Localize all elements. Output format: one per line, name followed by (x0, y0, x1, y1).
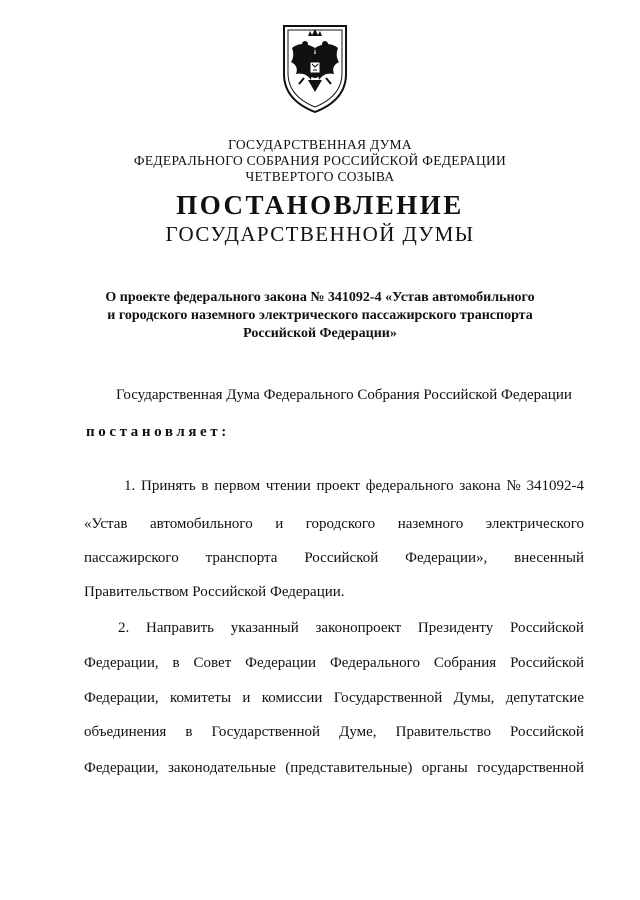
item1-line-2 (84, 515, 584, 533)
word: в (172, 655, 180, 671)
word: внесенный (514, 550, 584, 566)
word: и (242, 690, 251, 706)
org-line-2: ФЕДЕРАЛЬНОГО СОБРАНИЯ РОССИЙСКОЙ ФЕДЕРАЦИИ (133, 153, 507, 168)
word: законодательные (167, 760, 276, 776)
item1-line-3 (84, 549, 584, 567)
org-line-1: ГОСУДАРСТВЕННАЯ ДУМА (228, 137, 412, 152)
word: государственной (477, 760, 584, 776)
word: Российской (510, 620, 584, 636)
word: Правительство (395, 724, 491, 740)
word: указанный (230, 620, 299, 636)
word: пассажирского (84, 550, 179, 566)
word: Федерации (245, 655, 317, 671)
subject-line-2: и городского наземного электрического пассажирского транспорта (107, 308, 533, 323)
word: Думы, (453, 690, 495, 706)
word: Российской (510, 724, 584, 740)
word: городского (305, 516, 376, 532)
word: автомобильного (149, 516, 253, 532)
word: депутатские (505, 690, 584, 706)
word: Совет (193, 655, 232, 671)
org-line-3: ЧЕТВЕРТОГО СОЗЫВА (245, 169, 395, 184)
word: Российской (304, 550, 379, 566)
word: Государственной (211, 724, 321, 740)
word: Федерации», (405, 550, 488, 566)
word: транспорта (205, 550, 278, 566)
document-type-title: ПОСТАНОВЛЕНИЕ (176, 190, 464, 220)
resolves-label: постановляет: (86, 424, 230, 440)
word: наземного (397, 516, 464, 532)
word: Собрания (433, 655, 497, 671)
item2-line-4 (84, 723, 584, 741)
word: Президенту (417, 620, 494, 636)
word: электрического (485, 516, 584, 532)
word: комиссии (261, 690, 323, 706)
word: Думе, (339, 724, 377, 740)
document-issuer: ГОСУДАРСТВЕННОЙ ДУМЫ (165, 222, 475, 246)
word: законопроект (315, 620, 402, 636)
item2-line-2 (84, 654, 584, 672)
word: органы (421, 760, 468, 776)
word: комитеты (169, 690, 232, 706)
word: Федерации, (84, 655, 159, 671)
word: Российской (510, 655, 584, 671)
subject-line-3: Российской Федерации» (243, 326, 397, 341)
word: Федерального (329, 655, 420, 671)
item2-line-1 (118, 619, 584, 637)
word: 2. (118, 620, 130, 636)
word: Направить (146, 620, 214, 636)
word: в (185, 724, 193, 740)
word: Федерации, (84, 760, 159, 776)
item2-line-3 (84, 689, 584, 707)
subject-line-1: О проекте федерального закона № 341092-4 «Устав автомобильного (105, 290, 535, 305)
coat-of-arms-icon (278, 22, 352, 114)
word: «Устав (84, 516, 128, 532)
word: Государственной (333, 690, 443, 706)
item1-line-1: 1. Принять в первом чтении проект федерального закона № 341092-4 (124, 478, 584, 494)
word: (представительные) (285, 760, 413, 776)
word: объединения (84, 724, 167, 740)
preamble: Государственная Дума Федерального Собрания Российской Федерации (116, 387, 572, 403)
word: Федерации, (84, 690, 159, 706)
item2-line-5 (84, 759, 584, 777)
item1-line-4: Правительством Российской Федерации. (84, 584, 345, 600)
word: и (275, 516, 284, 532)
